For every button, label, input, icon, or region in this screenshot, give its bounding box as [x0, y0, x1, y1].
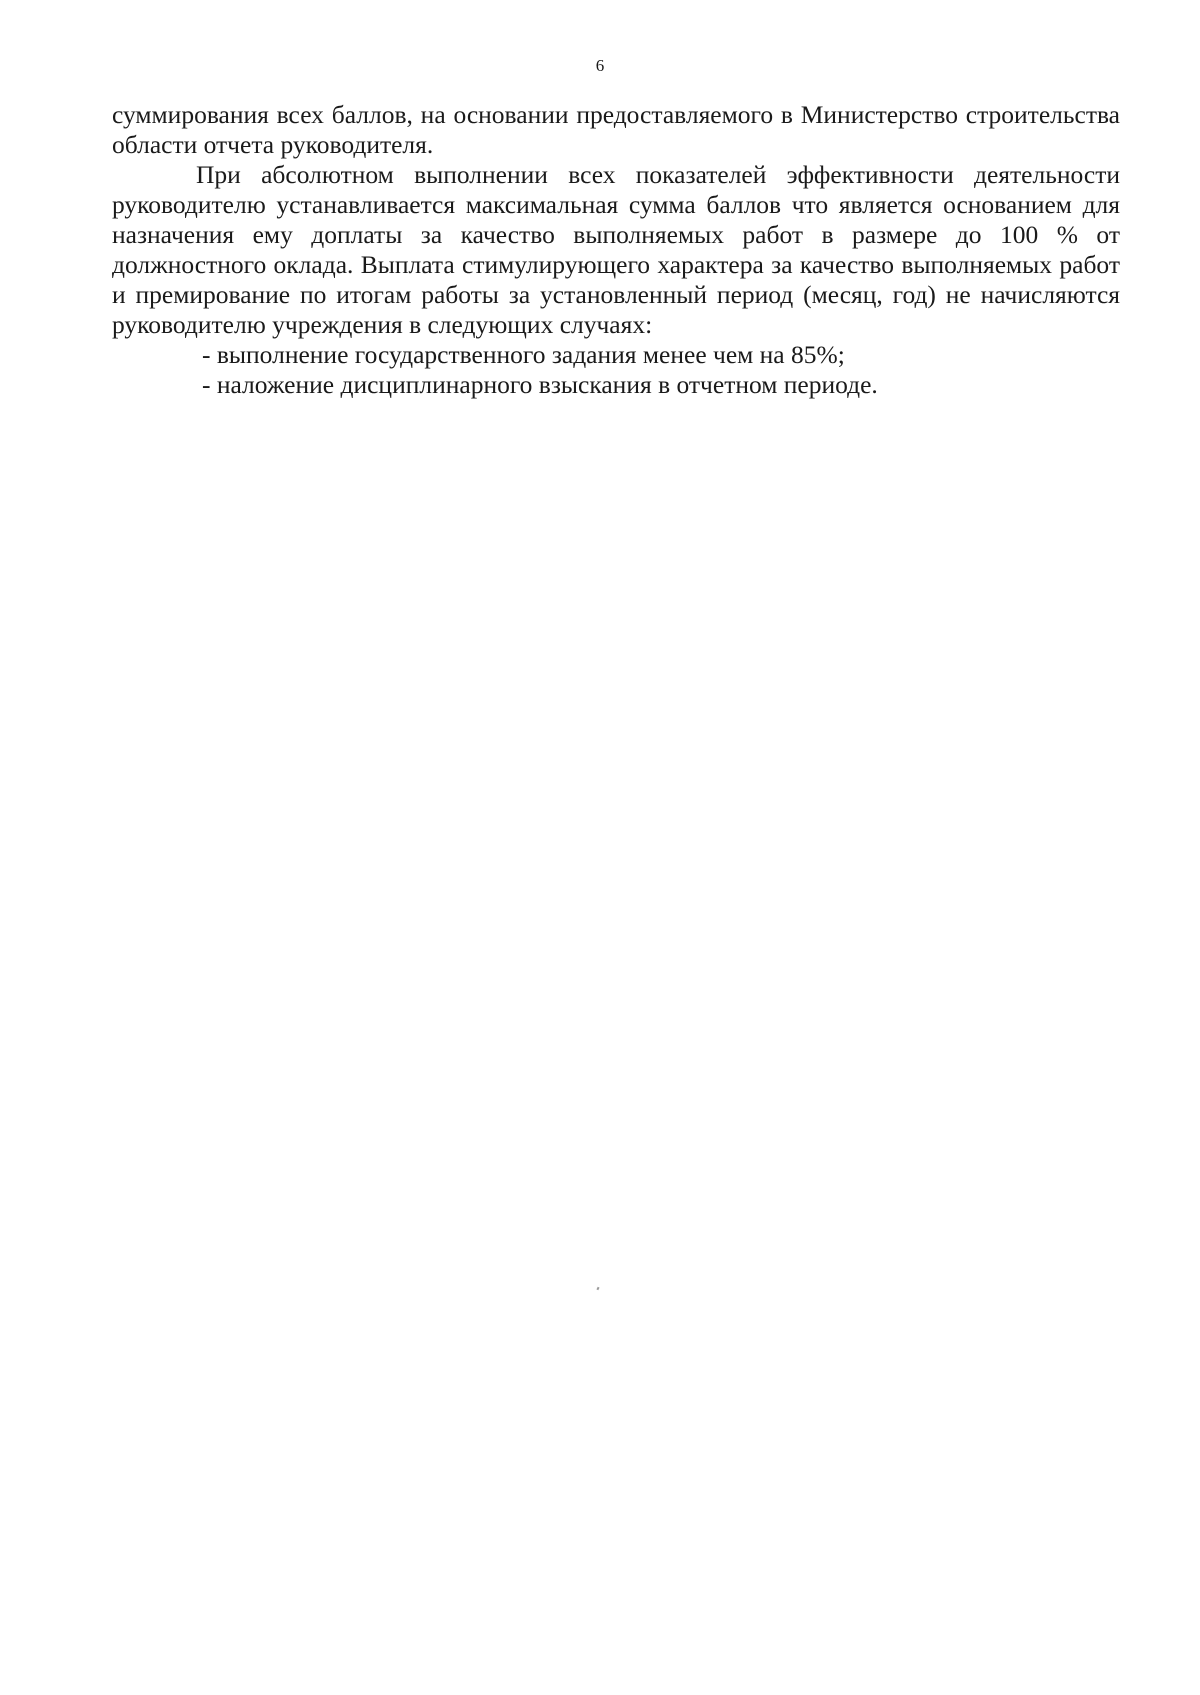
paragraph-max-score: При абсолютном выполнении всех показателей эффективности деятельности руководителю устанавливается максимальная сумма баллов что является основанием для назначения ему доплаты за качество выполняемых работ в размере до 100 % от должностного оклада. Выплата стимулирующего характера за качество выполняемых работ и премирование по итогам работы за установленный период (месяц, год) не начисляются руководителю учреждения в следующих случаях: — [112, 160, 1120, 339]
paragraph-continuation: суммирования всех баллов, на основании предоставляемого в Министерство строительства области отчета руководителя. — [112, 100, 1120, 159]
condition-item-disciplinary: - наложение дисциплинарного взыскания в отчетном периоде. — [202, 370, 878, 399]
document-body — [112, 100, 1120, 400]
scan-speck — [596, 1287, 599, 1291]
page-number: 6 — [595, 56, 605, 75]
conditions-list — [112, 340, 1120, 400]
condition-item-state-task: - выполнение государственного задания менее чем на 85%; — [202, 340, 845, 369]
